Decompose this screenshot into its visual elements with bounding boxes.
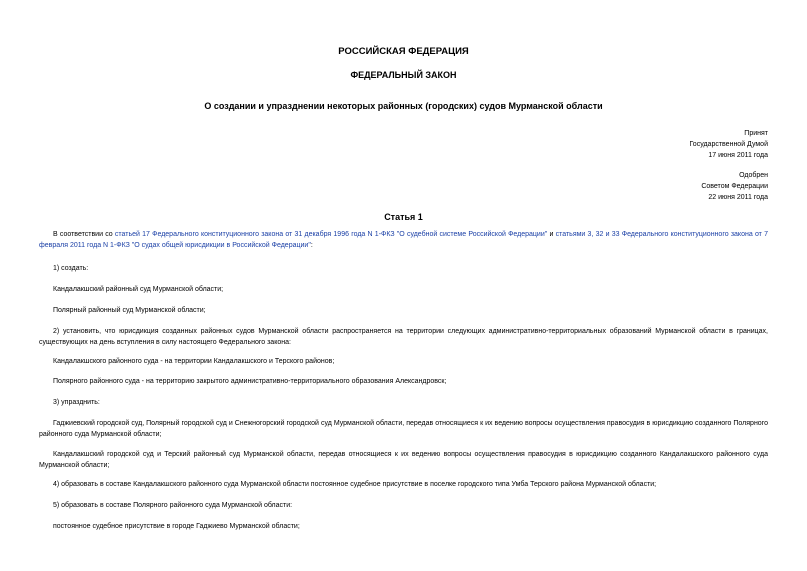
approval-date: 22 июня 2011 года	[708, 194, 768, 201]
list-item: Кандалакшский городской суд и Терский районный суд Мурманской области, передав относящиеся к их ведению вопросы осуществления правосудия в юрисдикцию созданного Кандалакшского районного суда Мурманской области;	[39, 451, 768, 469]
approval-line: Советом Федерации	[701, 183, 768, 190]
list-item: Полярного районного суда - на территорию закрытого административно-территориального образования Александровск;	[53, 378, 447, 385]
law-type-heading: ФЕДЕРАЛЬНЫЙ ЗАКОН	[350, 70, 457, 80]
law-link-1[interactable]: статьей 17 Федерального конституционного закона от 31 декабря 1996 года N 1-ФКЗ "О судебной системе Российской Федерации"	[114, 231, 548, 238]
list-item: 1) создать:	[53, 265, 89, 272]
adoption-block	[689, 128, 768, 161]
list-item: Кандалакшского районного суда - на территории Кандалакшского и Терского районов;	[53, 358, 335, 365]
list-item: Гаджиевский городской суд, Полярный городской суд и Снежногорский городской суд Мурманской области, передав относящиеся к их ведению вопросы осуществления правосудия в юрисдикцию созданного Полярного районного суда Мурманской области;	[39, 420, 768, 438]
adoption-line: Принят	[744, 130, 768, 137]
adoption-date: 17 июня 2011 года	[708, 152, 768, 159]
list-item: 5) образовать в составе Полярного районного суда Мурманской области:	[53, 502, 293, 509]
intro-text: и	[547, 231, 556, 238]
intro-text: :	[310, 242, 313, 249]
adoption-line: Государственной Думой	[689, 141, 768, 148]
list-item: Кандалакшский районный суд Мурманской области;	[53, 286, 224, 293]
list-item: 3) упразднить:	[53, 399, 100, 406]
approval-block	[701, 170, 768, 203]
approval-line: Одобрен	[739, 172, 768, 179]
law-title: О создании и упразднении некоторых районных (городских) судов Мурманской области	[204, 101, 603, 111]
list-item: постоянное судебное присутствие в городе Гаджиево Мурманской области;	[53, 523, 300, 530]
law-link-2[interactable]: статьями 3, 32 и 33 Федерального конституционного закона от 7 февраля 2011 года N 1-ФКЗ "О судах общей юрисдикции в Российской Федерации"	[39, 231, 768, 249]
intro-text: В соответствии со	[53, 231, 115, 238]
article-title: Статья 1	[384, 212, 423, 222]
list-item: 2) установить, что юрисдикция созданных районных судов Мурманской области распространяется на территории следующих административно-территориальных образований Мурманской области в границах, существующих на день вступления в силу настоящего Федерального закона:	[39, 328, 768, 346]
list-item: 4) образовать в составе Кандалакшского районного суда Мурманской области постоянное судебное присутствие в поселке городского типа Умба Терского района Мурманской области;	[53, 481, 657, 488]
list-item: Полярный районный суд Мурманской области;	[53, 307, 206, 314]
federation-heading: РОССИЙСКАЯ ФЕДЕРАЦИЯ	[338, 46, 469, 57]
article-intro	[39, 229, 768, 251]
